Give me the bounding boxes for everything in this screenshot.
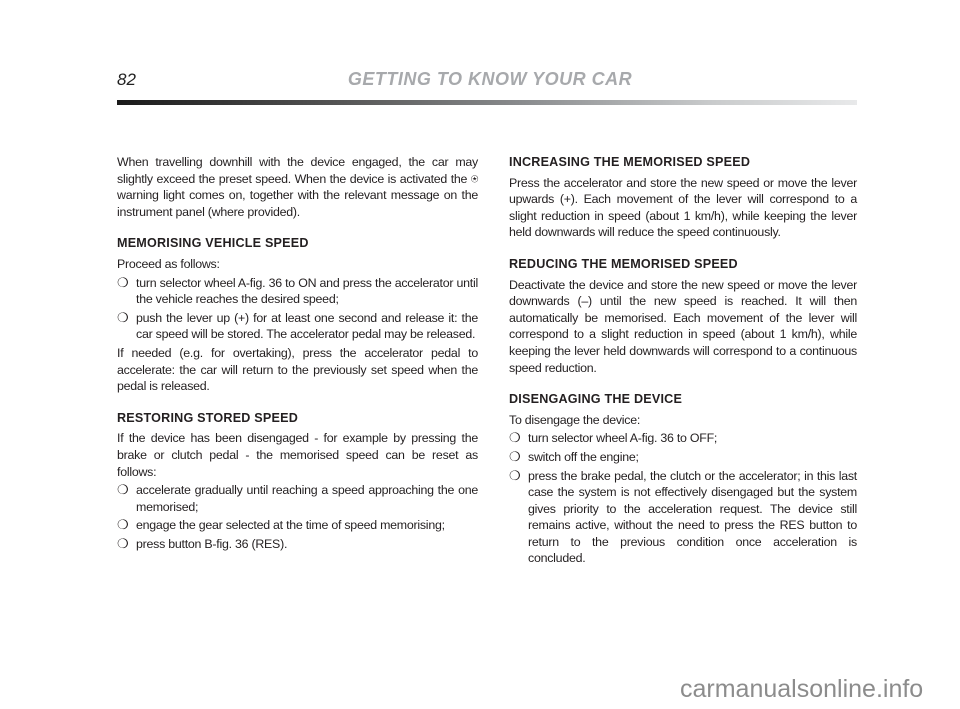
paragraph: If the device has been disengaged - for example by pressing the brake or clutch pedal - the memorised speed can be reset as follows: — [117, 431, 478, 479]
bullet-list — [117, 275, 478, 343]
list-item — [117, 310, 478, 343]
section-heading: INCREASING THE MEMORISED SPEED — [509, 155, 751, 169]
cruise-control-warning-icon: ⍟ — [470, 171, 478, 186]
section-heading: DISENGAGING THE DEVICE — [509, 392, 683, 407]
right-column — [509, 154, 857, 569]
watermark: carmanualsonline.info — [680, 675, 924, 703]
paragraph: To disengage the device: — [509, 412, 641, 427]
list-item-text: turn selector wheel A-fig. 36 to ON and press the accelerator until the vehicle reaches the desired speed; — [136, 275, 478, 307]
list-item — [117, 536, 478, 553]
bullet-icon: ❍ — [509, 448, 521, 464]
bullet-list — [117, 482, 478, 552]
bullet-icon: ❍ — [117, 274, 129, 290]
header-divider — [117, 100, 857, 105]
list-item — [509, 449, 857, 466]
section-heading: MEMORISING VEHICLE SPEED — [117, 236, 309, 251]
bullet-icon: ❍ — [117, 309, 129, 325]
section-heading: REDUCING THE MEMORISED SPEED — [509, 256, 738, 271]
page-number: 82 — [117, 70, 136, 89]
bullet-icon: ❍ — [117, 517, 129, 533]
paragraph: Proceed as follows: — [117, 256, 220, 271]
list-item — [117, 275, 478, 308]
list-item-text: press button B-fig. 36 (RES). — [136, 536, 288, 551]
bullet-icon: ❍ — [117, 482, 129, 498]
page-title: GETTING TO KNOW YOUR CAR — [347, 69, 633, 89]
left-column — [117, 154, 478, 554]
paragraph: Press the accelerator and store the new speed or move the lever upwards (+). Each movement of the lever will correspond to a slight reduction in speed (about 1 km/h), while keeping the lever held downwards will reduce the speed continuously. — [509, 175, 857, 240]
intro-paragraph — [117, 154, 478, 220]
list-item — [117, 517, 478, 534]
bullet-icon: ❍ — [117, 535, 129, 551]
list-item — [509, 468, 857, 568]
bullet-icon: ❍ — [509, 467, 521, 483]
list-item — [509, 430, 857, 447]
list-item-text: switch off the engine; — [528, 449, 639, 464]
list-item-text: accelerate gradually until reaching a speed approaching the one memorised; — [136, 483, 478, 514]
list-item-text: engage the gear selected at the time of speed memorising; — [136, 518, 445, 533]
bullet-list — [509, 430, 857, 567]
list-item — [117, 482, 478, 515]
paragraph: Deactivate the device and store the new speed or move the lever downwards (–) until the new speed is reached. It will then automatically be memorised. Each movement of the lever will correspond to a slight reduction in speed (about 1 km/h), while keeping the lever held downwards will correspond to a continuous speed reduction. — [509, 277, 857, 375]
list-item-text: push the lever up (+) for at least one second and release it: the car speed will be stored. The accelerator pedal may be released. — [136, 310, 478, 342]
list-item-text: turn selector wheel A-fig. 36 to OFF; — [528, 431, 718, 446]
list-item-text: press the brake pedal, the clutch or the accelerator; in this last case the system is not effectively disengaged but the system gives priority to the acceleration request. The device still remains active, without the need to press the RES button to return to the previous condition once acceleration is concluded. — [528, 468, 857, 566]
bullet-icon: ❍ — [509, 430, 521, 446]
section-heading: RESTORING STORED SPEED — [117, 410, 298, 425]
intro-text: When travelling downhill with the device engaged, the car may slightly exceed the preset speed. When the device is activated the — [117, 155, 478, 186]
intro-text-rest: warning light comes on, together with the relevant message on the instrument panel (where provided). — [117, 188, 478, 219]
paragraph: If needed (e.g. for overtaking), press the accelerator pedal to accelerate: the car will return to the previously set speed when the pedal is released. — [117, 345, 478, 394]
